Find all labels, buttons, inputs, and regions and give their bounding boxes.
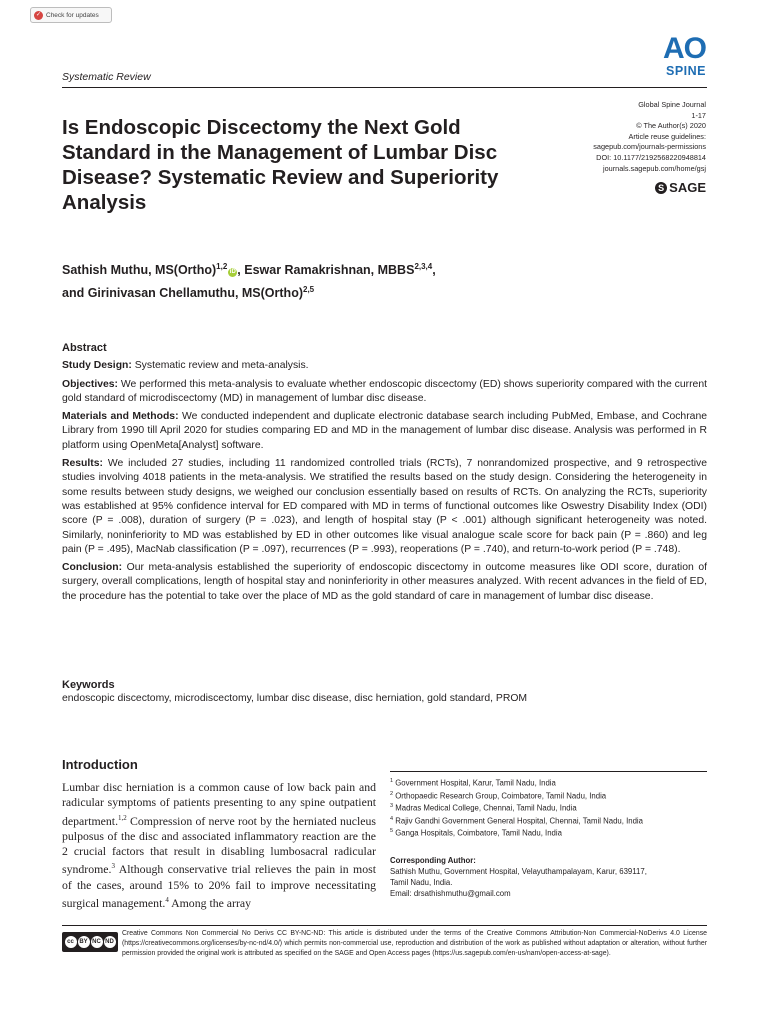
citation-1[interactable]: 1,2 (118, 813, 127, 822)
affiliation-text: Orthopaedic Research Group, Coimbatore, Tamil Nadu, India (395, 791, 607, 801)
doi[interactable]: DOI: 10.1177/2192568220948814 (596, 152, 706, 162)
abstract-heading: Abstract (62, 342, 107, 354)
check-for-updates-badge[interactable] (30, 7, 112, 23)
results-label: Results: (62, 458, 103, 470)
author-1-affil: 1,2 (216, 262, 228, 271)
keywords-heading: Keywords (62, 679, 115, 691)
article-title: Is Endoscopic Discectomy the Next Gold Standard in the Management of Lumbar Disc Disease? Systematic Review and Superiority Analysis (62, 116, 499, 214)
affiliation-number: 5 (390, 828, 394, 835)
author-2: , Eswar Ramakrishnan, MBBS (237, 263, 415, 278)
reuse-link[interactable]: sagepub.com/journals-permissions (593, 142, 706, 152)
affiliation-item (390, 789, 707, 802)
publisher-name: SAGE (669, 180, 706, 195)
affiliation-text: Government Hospital, Karur, Tamil Nadu, India (395, 778, 556, 788)
objectives-label: Objectives: (62, 378, 119, 390)
study-design-label: Study Design: (62, 360, 132, 372)
affiliation-number: 3 (390, 803, 394, 810)
ao-spine-logo (663, 34, 706, 78)
article-type: Systematic Review (62, 71, 151, 83)
affiliation-number: 1 (390, 778, 394, 784)
introduction-text (62, 780, 376, 911)
objectives-text: We performed this meta-analysis to evaluate whether endoscopic discectomy (ED) shows superiority compared with the current gold standard of microdiscectomy (MD) in management of lumbar disc disease. (62, 378, 707, 404)
header-rule (62, 87, 707, 88)
results-text: We included 27 studies, including 11 randomized controlled trials (RCTs), 7 nonrandomized prospective, and 9 retrospective studies involving 4018 patients in the meta-analysis. We stratified the results based on the study design. Considering the heterogeneity in some results between study designs, we weighed our conclusion essentially based on results of RCTs. On analyzing the RCTs, superiority was established at 95% confidence interval for ED compared with MD in terms of functional outcomes like Oswestry Disability Index (ODI) score (P = .008), duration of surgery (P = .023), and length of hospital stay (P < .001) although significant heterogeneity was noted. Similarly, noninferiority to MD was established by ED in other outcomes like visual analogue scale score for back pain (P = .860) and leg pain (P = .495), MacNab classification (P = .097), recurrences (P = .993), reoperations (P = .740), and return-to-work period (P = .748). (62, 458, 707, 555)
abstract (62, 341, 707, 608)
affiliation-item (390, 814, 707, 827)
abstract-study-design (62, 359, 707, 373)
affiliations (390, 776, 707, 839)
copyright: © The Author(s) 2020 (636, 121, 706, 131)
affiliation-text: Rajiv Gandhi Government General Hospital, Chennai, Tamil Nadu, India (395, 816, 643, 826)
corresponding-email[interactable]: Email: drsathishmuthu@gmail.com (390, 889, 511, 898)
sage-logo (655, 180, 706, 195)
abstract-conclusion (62, 561, 707, 604)
intro-part-4: Among the array (168, 895, 252, 910)
affiliation-item (390, 776, 707, 789)
conclusion-text: Our meta-analysis established the superiority of endoscopic discectomy in outcome measures like ODI score, duration of surgery, overall complications, length of hospital stay and noninferiority in other measures analyzed. With recent advances in the field of ED, the procedure has the potential to take over the place of MD as the gold standard of care in management of lumbar disc disease. (62, 562, 707, 602)
cc-license-icon (62, 932, 118, 952)
abstract-methods (62, 410, 707, 453)
citation-3[interactable]: 4 (165, 895, 169, 904)
logo-bottom: SPINE (665, 64, 706, 78)
author-separator: , (432, 263, 436, 278)
study-design-text: Systematic review and meta-analysis. (131, 360, 309, 372)
introduction-heading: Introduction (62, 757, 138, 772)
by-icon: BY (78, 936, 90, 948)
corresponding-line-1: Sathish Muthu, Government Hospital, Velayuthampalayam, Karur, 639117, (390, 867, 647, 876)
author-3: and Girinivasan Chellamuthu, MS(Ortho) (62, 286, 303, 301)
reuse-label: Article reuse guidelines: (628, 131, 706, 141)
keywords (62, 678, 707, 707)
affiliation-item (390, 801, 707, 814)
author-2-affil: 2,3,4 (414, 262, 433, 271)
methods-label: Materials and Methods: (62, 411, 179, 423)
update-icon: ✓ (35, 11, 42, 18)
affiliation-text: Ganga Hospitals, Coimbatore, Tamil Nadu, India (395, 828, 562, 838)
affiliation-text: Madras Medical College, Chennai, Tamil Nadu, India (395, 803, 577, 813)
citation-2[interactable]: 3 (111, 862, 115, 871)
nc-icon: NC (91, 936, 103, 948)
corresponding-author (390, 855, 707, 899)
orcid-icon[interactable]: iD (229, 269, 236, 276)
conclusion-label: Conclusion: (62, 562, 123, 574)
cc-icon: cc (65, 936, 77, 948)
abstract-results (62, 457, 707, 557)
affiliation-number: 4 (390, 815, 394, 822)
corresponding-heading: Corresponding Author: (390, 856, 476, 865)
footnote-rule (390, 771, 707, 772)
corresponding-line-2: Tamil Nadu, India. (390, 878, 453, 887)
journal-info (593, 100, 706, 174)
page-range: 1-17 (691, 110, 706, 120)
license-rule (62, 925, 707, 926)
keywords-text: endoscopic discectomy, microdiscectomy, lumbar disc disease, disc herniation, gold standard, PROM (62, 693, 528, 705)
author-list (62, 257, 622, 303)
journal-link[interactable]: journals.sagepub.com/home/gsj (602, 163, 706, 173)
sage-icon: S (655, 182, 667, 194)
abstract-objectives (62, 378, 707, 407)
intro-part-2: Compression of nerve root by the herniated nucleus pulposus of the disc and associated inflammatory reaction are the 2 crucial factors that result in disabling lumbosacral radicular syndrome. (62, 813, 376, 877)
intro-part-1: Lumbar disc herniation is a common cause of low back pain and radicular symptoms of patients presenting to any spine outpatient department. (62, 780, 376, 828)
nd-icon: ND (104, 936, 116, 948)
methods-text: We conducted independent and duplicate electronic database search including PubMed, Embase, and Cochrane Library from 1990 till April 2020 for studies comparing ED and MD in the management of lumbar disc disease. Analysis was performed in R platform using OpenMeta[Analyst] software. (62, 411, 707, 451)
affiliation-number: 2 (390, 790, 394, 797)
check-for-updates-label: Check for updates (46, 11, 99, 19)
license-text: Creative Commons Non Commercial No Derivs CC BY-NC-ND: This article is distributed under the terms of the Creative Commons Attribution-Non Commercial-NoDerivs 4.0 License (https://creativecommons.org/licenses/by-nc-nd/4.0/) which permits non-commercial use, reproduction and distribution of the work as published without adaptation or alteration, without further permission provided the original work is attributed as specified on the SAGE and Open Access pages (https://us.sagepub.com/en-us/nam/open-access-at-sage). (122, 930, 707, 958)
logo-top: AO (663, 32, 706, 65)
author-1: Sathish Muthu, MS(Ortho) (62, 263, 217, 278)
intro-part-3: Although conservative trial relieves the pain in most of the cases, around 15% to 20% fail to improve necessitating surgical management. (62, 862, 376, 910)
affiliation-item (390, 826, 707, 839)
journal-name: Global Spine Journal (638, 100, 706, 109)
author-3-affil: 2,5 (303, 285, 315, 295)
